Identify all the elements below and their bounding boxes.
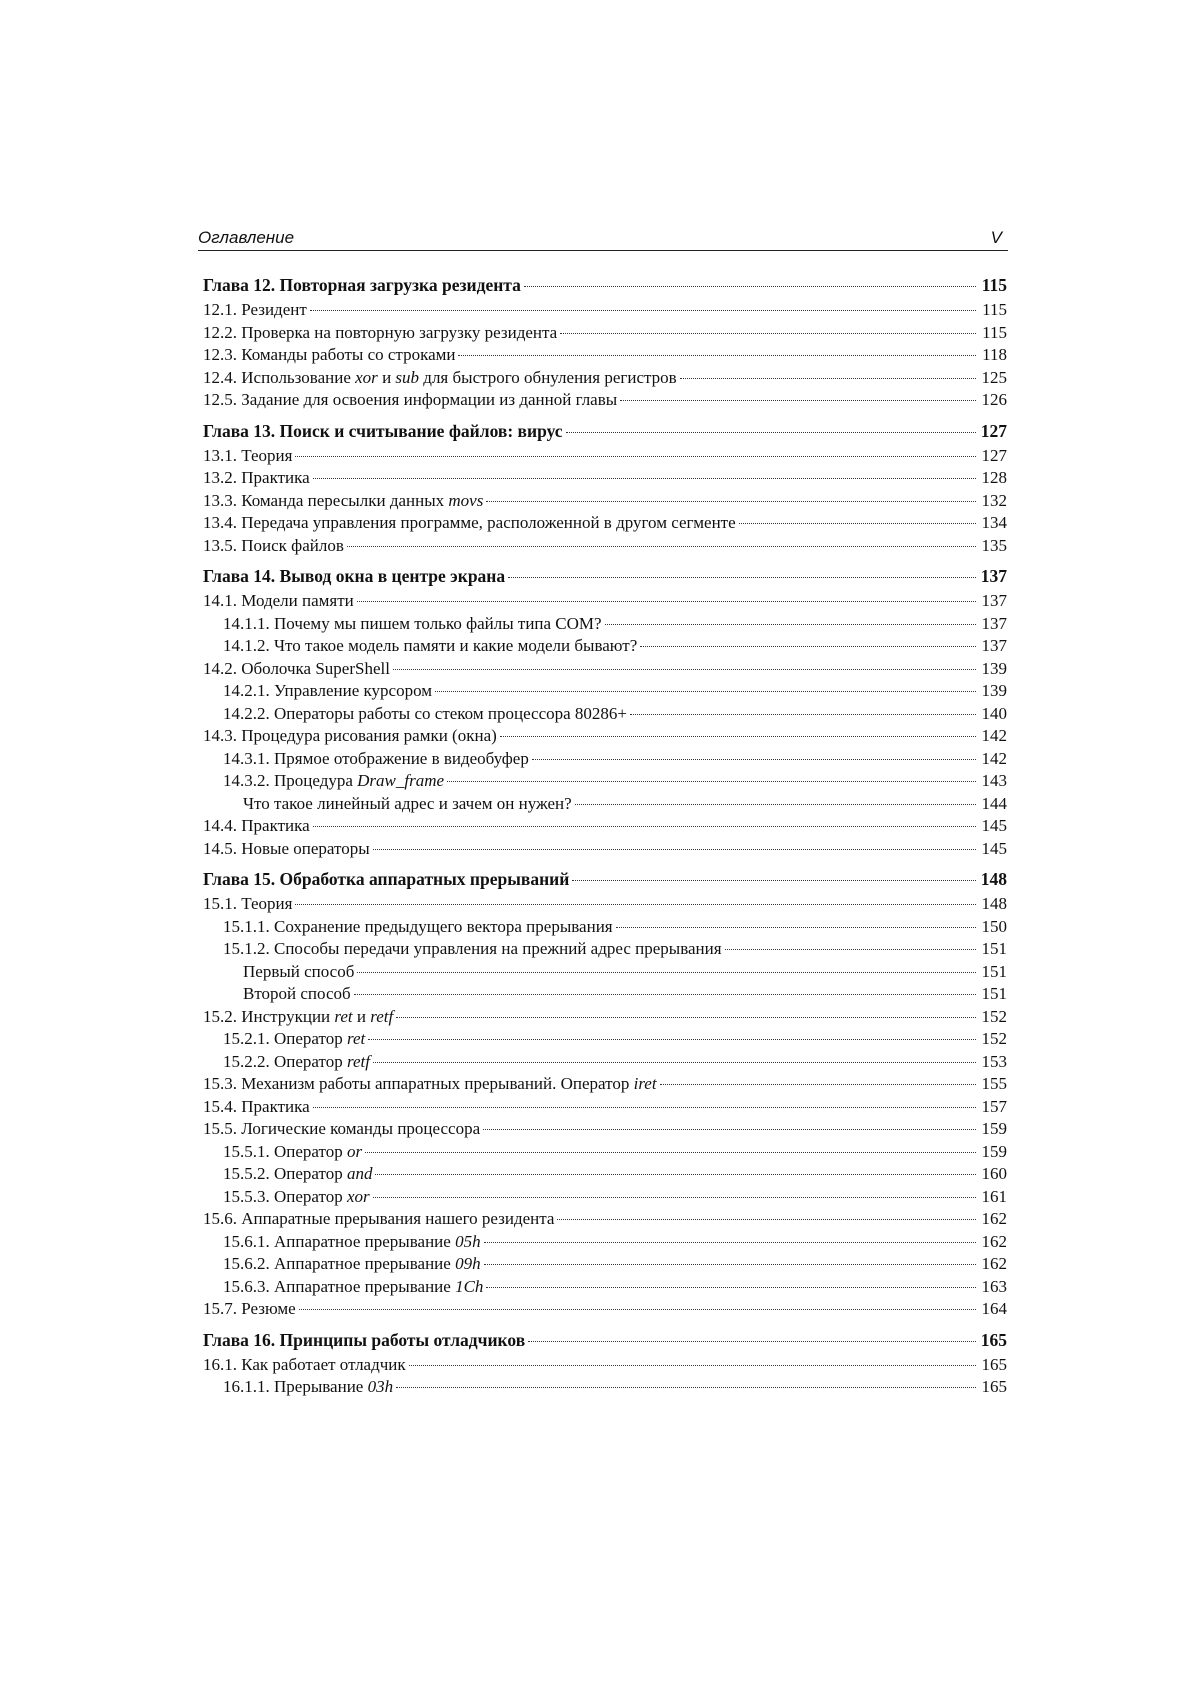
toc-page-number: 160 (981, 1164, 1007, 1183)
toc-entry-text: и (377, 367, 396, 387)
toc-page-number: 142 (981, 748, 1007, 768)
toc-entry-text: 15.6.3. Аппаратное прерывание (223, 1276, 456, 1296)
toc-entry[interactable] (203, 389, 1007, 412)
toc-page-number: 115 (981, 275, 1007, 295)
dot-leader (313, 1106, 976, 1108)
toc-page-number: 139 (981, 658, 1007, 678)
toc-entry-text: 15.5.3. Оператор (223, 1186, 347, 1206)
dot-leader (528, 1340, 976, 1342)
toc-entry[interactable] (203, 1208, 1007, 1231)
toc-entry-text: 14.2. Оболочка SuperShell (203, 658, 390, 678)
toc-entry-text: 15.5. Логические команды процессора (203, 1119, 481, 1138)
toc-entry-title (223, 916, 613, 939)
dot-leader (373, 848, 976, 850)
toc-entry[interactable] (203, 793, 1007, 816)
toc-page-number: 135 (981, 535, 1007, 555)
toc-entry-title (203, 535, 344, 558)
toc-page-number: 128 (981, 468, 1007, 487)
toc-entry-text: 12.1. Резидент (203, 300, 307, 319)
toc-entry[interactable] (203, 725, 1007, 748)
dot-leader (605, 623, 976, 625)
dot-leader (373, 1061, 976, 1063)
toc-entry-title (203, 299, 307, 322)
toc-entry[interactable] (203, 1186, 1007, 1209)
dot-leader (566, 431, 976, 433)
toc-entry-title (223, 1253, 481, 1276)
toc-entry-text: 14.1. Модели памяти (203, 591, 354, 610)
toc-entry-text: 13.2. Практика (203, 468, 310, 487)
dot-leader (357, 600, 976, 602)
toc-entry-text: 14.2.2. Операторы работы со стеком процессора 80286+ (223, 703, 628, 723)
toc-entry-text: 13.4. Передача управления программе, расположенной в другом сегменте (203, 513, 736, 532)
toc-entry-title (223, 1376, 393, 1399)
dot-leader (486, 500, 976, 502)
toc-page-number: 115 (982, 300, 1007, 319)
dot-leader (310, 309, 976, 311)
toc-entry-text: 13.5. Поиск файлов (203, 535, 344, 555)
toc-entry-title (203, 1118, 480, 1141)
dot-leader (373, 1196, 976, 1198)
toc-entry[interactable] (203, 1006, 1007, 1029)
toc-entry-code: sub (395, 367, 420, 387)
toc-entry-text: 15.2.2. Оператор (223, 1051, 347, 1071)
table-of-contents (203, 272, 1007, 1399)
toc-entry[interactable] (203, 961, 1007, 984)
toc-entry[interactable] (203, 590, 1007, 613)
toc-entry-title (203, 344, 455, 367)
toc-page-number: 164 (981, 1299, 1007, 1318)
toc-entry-title (223, 938, 722, 961)
toc-page-number: 145 (981, 816, 1007, 835)
toc-page-number: 137 (981, 591, 1007, 610)
dot-leader (620, 399, 976, 401)
toc-entry-title (223, 748, 529, 771)
toc-entry-text: 15.7. Резюме (203, 1299, 296, 1318)
toc-page-number: 163 (981, 1276, 1007, 1296)
toc-entry[interactable] (203, 445, 1007, 468)
toc-entry-text: Первый способ (243, 961, 355, 981)
toc-entry-title (203, 272, 521, 299)
header-title: Оглавление (198, 228, 295, 247)
toc-entry-title (203, 1208, 554, 1231)
toc-entry[interactable] (203, 1298, 1007, 1321)
toc-entry-text: Глава 16. Принципы работы отладчиков (203, 1329, 526, 1350)
toc-page-number: 159 (981, 1119, 1007, 1138)
toc-page-number: 165 (981, 1354, 1007, 1374)
toc-entry-text: 12.3. Команды работы со строками (203, 345, 456, 364)
toc-entry-text: 15.1. Теория (203, 894, 293, 913)
toc-entry[interactable] (203, 680, 1007, 703)
toc-entry-text: 14.3. Процедура рисования рамки (окна) (203, 726, 497, 745)
toc-page-number: 145 (981, 838, 1007, 858)
toc-entry-text: 15.6.1. Аппаратное прерывание (223, 1231, 456, 1251)
toc-entry-text: Глава 14. Вывод окна в центре экрана (203, 566, 506, 586)
toc-entry[interactable] (203, 916, 1007, 939)
toc-page-number: 157 (981, 1096, 1007, 1116)
dot-leader (680, 377, 976, 379)
toc-entry[interactable] (203, 1231, 1007, 1254)
toc-entry-code: 1Ch (455, 1276, 484, 1296)
toc-entry-text: 12.5. Задание для освоения информации из данной главы (203, 390, 618, 409)
dot-leader (575, 803, 976, 805)
toc-page-number: 165 (980, 1329, 1007, 1350)
toc-entry-text: 15.2. Инструкции (203, 1006, 335, 1026)
toc-entry-code: 09h (455, 1254, 481, 1273)
toc-page-number: 152 (981, 1029, 1007, 1048)
toc-entry[interactable] (203, 703, 1007, 726)
dot-leader (396, 1016, 976, 1018)
dot-leader (313, 825, 976, 827)
toc-entry-title (203, 1073, 657, 1096)
toc-chapter-entry[interactable] (203, 866, 1007, 893)
toc-entry-text: 15.5.2. Оператор (223, 1164, 347, 1183)
toc-entry[interactable] (203, 322, 1007, 345)
dot-leader (347, 545, 976, 547)
toc-entry[interactable] (203, 613, 1007, 636)
toc-entry[interactable] (203, 1376, 1007, 1399)
toc-entry[interactable] (203, 1163, 1007, 1186)
toc-entry-title (203, 1327, 525, 1354)
toc-entry-text: Глава 13. Поиск и считывание файлов: вирус (203, 420, 563, 441)
dot-leader (560, 332, 976, 334)
toc-entry-text: 15.3. Механизм работы аппаратных прерываний. Оператор (203, 1074, 634, 1093)
toc-entry-code: retf (346, 1051, 370, 1071)
toc-entry-text: Что такое линейный адрес и зачем он нужен? (243, 793, 572, 813)
toc-entry-title (223, 1276, 483, 1299)
toc-entry-title (203, 563, 505, 590)
dot-leader (739, 522, 976, 524)
toc-entry-text: 15.2.1. Оператор (223, 1029, 347, 1048)
toc-page-number: 126 (981, 390, 1007, 409)
toc-page-number: 139 (981, 681, 1007, 700)
toc-entry-title (223, 613, 602, 636)
toc-entry-text: 14.3.2. Процедура (223, 771, 358, 790)
toc-entry-text: 16.1.1. Прерывание (223, 1377, 368, 1396)
dot-leader (486, 1286, 976, 1288)
dot-leader (396, 1386, 976, 1388)
toc-entry-title (223, 1163, 372, 1186)
toc-page-number: 151 (981, 939, 1007, 958)
toc-page-number: 151 (981, 984, 1007, 1003)
toc-entry-text: 15.1.1. Сохранение предыдущего вектора прерывания (223, 916, 613, 936)
toc-page-number: 148 (981, 894, 1007, 913)
toc-page-number: 142 (981, 726, 1007, 745)
toc-entry-title (223, 1231, 481, 1254)
toc-entry-code: iret (633, 1074, 657, 1093)
toc-entry-title (203, 725, 497, 748)
toc-entry-code: Draw_frame (357, 771, 445, 790)
toc-entry[interactable] (203, 658, 1007, 681)
toc-entry-text: 13.3. Команда пересылки данных (203, 490, 449, 510)
toc-entry-title (203, 445, 292, 468)
dot-leader (483, 1128, 976, 1130)
toc-entry-text: 14.5. Новые операторы (203, 838, 370, 858)
toc-entry-title (203, 322, 557, 345)
toc-entry-text: 15.1.2. Способы передачи управления на прежний адрес прерывания (223, 939, 722, 958)
toc-page-number: 144 (981, 793, 1007, 813)
toc-entry-text: Глава 12. Повторная загрузка резидента (203, 275, 521, 295)
toc-page-number: 162 (981, 1209, 1007, 1228)
toc-page-number: 137 (980, 566, 1007, 586)
toc-page-number: 155 (981, 1074, 1007, 1093)
toc-entry[interactable] (203, 1276, 1007, 1299)
dot-leader (484, 1241, 976, 1243)
toc-chapter-entry[interactable] (203, 272, 1007, 299)
toc-entry-title (203, 467, 310, 490)
dot-leader (365, 1151, 976, 1153)
toc-entry[interactable] (203, 1253, 1007, 1276)
toc-entry-text: 14.2.1. Управление курсором (223, 681, 433, 700)
dot-leader (508, 576, 976, 578)
running-header (198, 226, 1008, 251)
toc-entry-text: и (352, 1006, 371, 1026)
toc-entry-title (203, 1298, 296, 1321)
dot-leader (354, 993, 976, 995)
dot-leader (630, 713, 976, 715)
toc-entry-text: 15.6. Аппаратные прерывания нашего резидента (203, 1209, 555, 1228)
toc-entry-code: movs (448, 490, 484, 510)
toc-page-number: 132 (981, 490, 1007, 510)
dot-leader (572, 879, 976, 881)
toc-entry-text: 14.1.1. Почему мы пишем только файлы типа COM? (223, 613, 602, 633)
toc-entry[interactable] (203, 1354, 1007, 1377)
toc-entry-title (203, 367, 677, 390)
dot-leader (357, 971, 976, 973)
toc-entry-title (243, 983, 351, 1006)
toc-page-number: 143 (981, 771, 1007, 790)
toc-page-number: 118 (982, 345, 1007, 364)
toc-entry-code: 03h (367, 1377, 394, 1396)
toc-entry[interactable] (203, 1028, 1007, 1051)
toc-entry-title (203, 490, 483, 513)
toc-chapter-entry[interactable] (203, 418, 1007, 445)
toc-entry-code: 05h (455, 1231, 481, 1251)
toc-entry[interactable] (203, 748, 1007, 771)
toc-entry[interactable] (203, 344, 1007, 367)
toc-page-number: 162 (981, 1254, 1007, 1273)
toc-entry-title (223, 1141, 362, 1164)
toc-entry[interactable] (203, 1096, 1007, 1119)
toc-entry-title (243, 961, 354, 984)
toc-page-number: 152 (981, 1006, 1007, 1026)
toc-entry-title (203, 893, 292, 916)
toc-entry-title (203, 1354, 406, 1377)
dot-leader (409, 1364, 976, 1366)
toc-entry-code: ret (334, 1006, 353, 1026)
dot-leader (557, 1218, 976, 1220)
dot-leader (299, 1308, 976, 1310)
dot-leader (295, 903, 976, 905)
toc-page-number: 165 (981, 1377, 1007, 1396)
dot-leader (660, 1083, 976, 1085)
toc-page-number: 134 (981, 513, 1007, 532)
toc-entry[interactable] (203, 299, 1007, 322)
toc-entry[interactable] (203, 983, 1007, 1006)
toc-entry[interactable] (203, 367, 1007, 390)
toc-entry-code: xor (346, 1186, 370, 1206)
toc-entry-text: 14.1.2. Что такое модель памяти и какие модели бывают? (223, 636, 638, 655)
toc-entry[interactable] (203, 938, 1007, 961)
toc-entry-code: and (346, 1164, 373, 1183)
toc-entry-title (223, 635, 637, 658)
dot-leader (458, 354, 976, 356)
toc-entry-text: 15.6.2. Аппаратное прерывание (223, 1254, 456, 1273)
toc-entry-title (203, 658, 390, 681)
toc-page-number: 159 (981, 1141, 1007, 1161)
dot-leader (447, 780, 976, 782)
toc-entry[interactable] (203, 893, 1007, 916)
toc-entry-title (203, 1006, 393, 1029)
toc-entry-title (203, 418, 563, 445)
toc-chapter-entry[interactable] (203, 1327, 1007, 1354)
toc-entry[interactable] (203, 1118, 1007, 1141)
toc-entry-title (223, 1186, 370, 1209)
toc-entry-title (223, 703, 627, 726)
toc-page-number: 161 (981, 1186, 1007, 1206)
dot-leader (313, 477, 976, 479)
toc-entry-text: Второй способ (243, 984, 351, 1003)
toc-page-number: 115 (982, 322, 1007, 342)
toc-page-number: 137 (981, 636, 1007, 655)
dot-leader (640, 645, 976, 647)
toc-entry[interactable] (203, 635, 1007, 658)
dot-leader (725, 948, 976, 950)
toc-page-number: 125 (981, 367, 1007, 387)
toc-page-number: 153 (981, 1051, 1007, 1071)
toc-entry-title (203, 1096, 310, 1119)
toc-entry[interactable] (203, 838, 1007, 861)
toc-entry-title (203, 815, 310, 838)
toc-entry-text: 15.4. Практика (203, 1096, 310, 1116)
toc-entry-title (203, 389, 617, 412)
toc-entry[interactable] (203, 535, 1007, 558)
toc-page-number: 127 (980, 420, 1007, 441)
dot-leader (484, 1263, 976, 1265)
toc-page-number: 148 (980, 869, 1007, 889)
toc-entry-title (223, 1051, 370, 1074)
toc-entry-text: 12.4. Использование (203, 367, 356, 387)
toc-entry-text: Глава 15. Обработка аппаратных прерываний (203, 869, 570, 889)
toc-entry-title (203, 512, 736, 535)
toc-entry-text: 14.3.1. Прямое отображение в видеобуфер (223, 748, 529, 768)
toc-entry-text: для быстрого обнуления регистров (419, 367, 677, 387)
toc-page-number: 137 (981, 613, 1007, 633)
dot-leader (375, 1173, 976, 1175)
toc-entry[interactable] (203, 770, 1007, 793)
toc-entry[interactable] (203, 1141, 1007, 1164)
dot-leader (532, 758, 976, 760)
toc-page-number: 162 (981, 1231, 1007, 1251)
toc-entry-code: ret (346, 1029, 366, 1048)
toc-chapter-entry[interactable] (203, 563, 1007, 590)
toc-entry[interactable] (203, 1073, 1007, 1096)
toc-page-number: 150 (981, 916, 1007, 936)
toc-entry-title (203, 866, 569, 893)
toc-entry-title (243, 793, 572, 816)
dot-leader (368, 1038, 976, 1040)
toc-entry-text: 13.1. Теория (203, 445, 293, 465)
dot-leader (435, 690, 976, 692)
dot-leader (393, 668, 976, 670)
toc-entry[interactable] (203, 490, 1007, 513)
dot-leader (295, 455, 976, 457)
toc-entry-title (203, 590, 354, 613)
dot-leader (616, 926, 976, 928)
toc-page-number: 140 (981, 703, 1007, 723)
toc-entry-title (223, 770, 444, 793)
header-page-number: V (990, 228, 1002, 247)
toc-entry[interactable] (203, 512, 1007, 535)
toc-entry-title (223, 680, 432, 703)
toc-entry-title (223, 1028, 365, 1051)
dot-leader (524, 285, 976, 287)
toc-entry-text: 16.1. Как работает отладчик (203, 1354, 406, 1374)
toc-entry-text: 15.5.1. Оператор (223, 1141, 347, 1161)
toc-page-number: 151 (981, 961, 1007, 981)
toc-entry[interactable] (203, 1051, 1007, 1074)
dot-leader (500, 735, 976, 737)
toc-entry-title (203, 838, 370, 861)
toc-entry[interactable] (203, 815, 1007, 838)
toc-page-number: 127 (981, 445, 1007, 465)
toc-entry-code: xor (355, 367, 378, 387)
toc-entry-code: or (346, 1141, 363, 1161)
toc-entry-text: 12.2. Проверка на повторную загрузку резидента (203, 322, 558, 342)
toc-entry-code: retf (370, 1006, 394, 1026)
toc-entry-text: 14.4. Практика (203, 816, 310, 835)
toc-entry[interactable] (203, 467, 1007, 490)
